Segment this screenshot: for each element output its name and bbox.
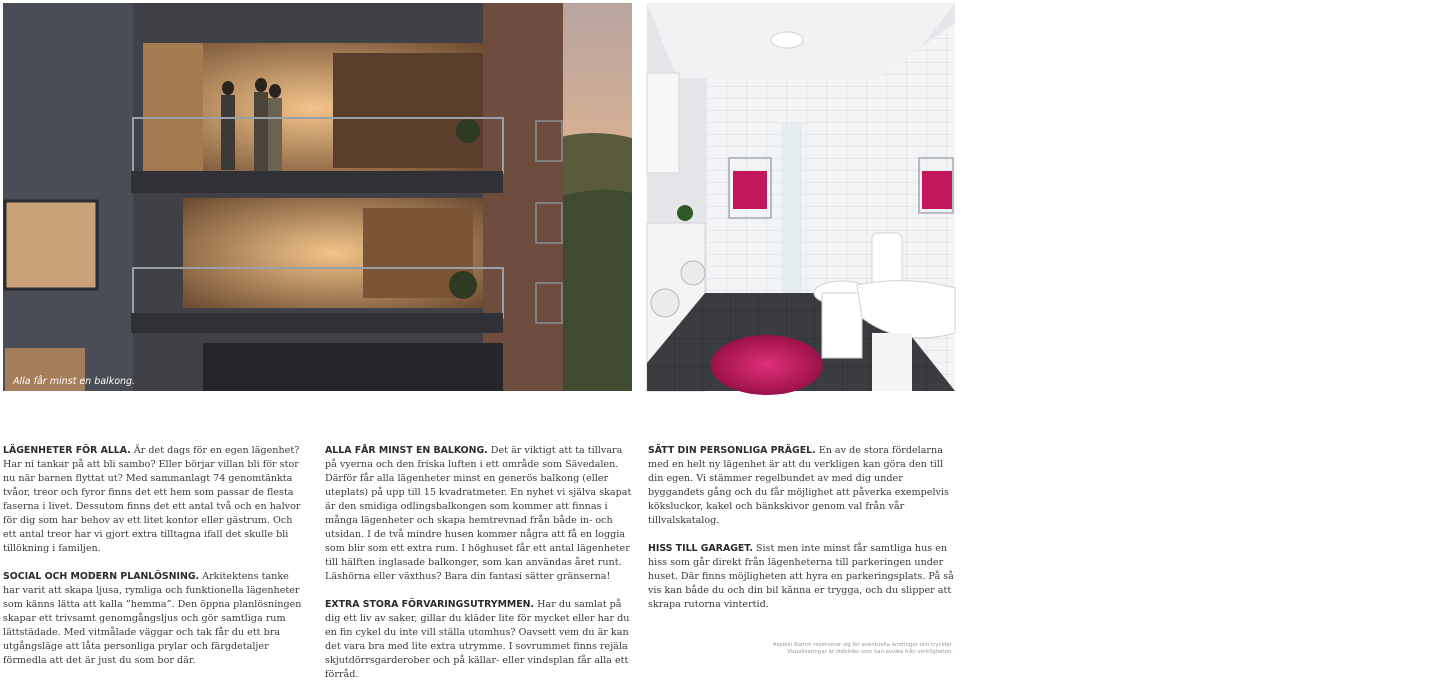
heading-forvaring: EXTRA STORA FÖRVARINGSUTRYMMEN. [325, 599, 535, 610]
disclaimer-line-1: Aspelin Ramm reserverar sig för eventuella ändringar och tryckfel. [772, 642, 953, 648]
heading-hiss: HISS TILL GARAGET. [648, 543, 753, 554]
disclaimer [760, 642, 953, 656]
bathroom-caption-line-2: för 2,5 – 4 rok. [1305, 25, 1375, 36]
text-column-2 [325, 444, 633, 696]
body-balkong: Det är viktigt att ta tillvara på vyerna och den friska luften i ett område som Sävedalen. Därför får alla lägenheter minst en generös balkong (eller uteplats) på upp till 15 kvadratmeter. En nyhet vi själva skapat är den smidiga odlingsbalkongen som kommer att finnas i många lägenheter och skapa hemtrevnad från både in- och utsidan. I de två mindre husen kommer några att få en loggia som blir som ett extra rum. I höghuset får ett antal lägenheter till hälften inglasade balkonger, som kan användas året runt. Läshörna eller växthus? Bara din fantasi sätter gränserna! [325, 445, 632, 582]
body-pragel: En av de stora fördelarna med en helt ny lägenhet är att du verkligen kan göra den till din egen. Vi stämmer regelbundet av med dig under byggandets gång och du får möjlighet att påverka exempelvis köksluckor, kakel och bänkskivor genom val från vår tillvalskatalog. [648, 445, 949, 526]
body-planlosning: Arkitektens tanke har varit att skapa ljusa, rymliga och funktionella lägenheter som känns lätta att kalla ”hemma”. Den öppna planlösningen skapar ett trivsamt genomgångsljus och gör samtliga rum lättstädade. Med vitmålade väggar och tak får du ett bra utgångsläge att låta personliga prylar och färgdetaljer förmedla att det är just du som bor där. [3, 571, 302, 666]
building-balcony-photo [3, 3, 632, 391]
text-column-3 [648, 444, 954, 626]
heading-planlosning: SOCIAL OCH MODERN PLANLÖSNING. [3, 571, 200, 582]
text-column-1 [3, 444, 308, 682]
heading-lagenheter: LÄGENHETER FÖR ALLA. [3, 445, 131, 456]
bathroom-caption-line-1: Exempel på badrumsinredning [1305, 13, 1452, 24]
paragraph-pragel [648, 444, 954, 528]
body-lagenheter: Är det dags för en egen lägenhet? Har ni tankar på att bli sambo? Eller börjar villan bli för stor nu när barnen flyttat ut? Med sammanlagt 74 genomtänkta tvåor, treor och fyror finns det ett hem som passar de flesta faserna i livet. Dessutom finns det ett antal två och en halvor för dig som har behov av ett litet kontor eller gästrum. Och ett antal treor har vi gjort extra tilltagna ifall det skulle bli tillökning i familjen. [3, 445, 301, 554]
paragraph-balkong [325, 444, 633, 584]
paragraph-lagenheter [3, 444, 308, 556]
paragraph-planlosning [3, 570, 308, 668]
bathroom-photo-caption [1305, 13, 1455, 37]
paragraph-hiss [648, 542, 954, 612]
disclaimer-line-2: Visualiseringar är idébilder som kan avvika från verkligheten. [787, 649, 953, 655]
heading-balkong: ALLA FÅR MINST EN BALKONG. [325, 445, 488, 456]
heading-pragel: SÄTT DIN PERSONLIGA PRÄGEL. [648, 445, 816, 456]
building-illustration [3, 3, 632, 391]
bathroom-illustration [647, 3, 955, 391]
body-hiss: Sist men inte minst får samtliga hus en hiss som går direkt från lägenheterna till parkeringen under huset. Där finns möjligheten att hyra en parkeringsplats. På så vis kan både du och din bil känna er trygga, och du slipper att skrapa rutorna vintertid. [648, 543, 954, 610]
body-forvaring: Har du samlat på dig ett liv av saker, gillar du kläder lite för mycket eller har du en fin cykel du inte vill ställa utomhus? Oavsett vem du är kan det vara bra med lite extra utrymme. I sovrummet finns rejäla skjutdörrsgarderober och på källar- eller vindsplan får alla ett förråd. [325, 599, 630, 680]
paragraph-forvaring [325, 598, 633, 682]
bathroom-photo [647, 3, 1452, 391]
balcony-photo-caption: Alla får minst en balkong. [13, 376, 136, 387]
